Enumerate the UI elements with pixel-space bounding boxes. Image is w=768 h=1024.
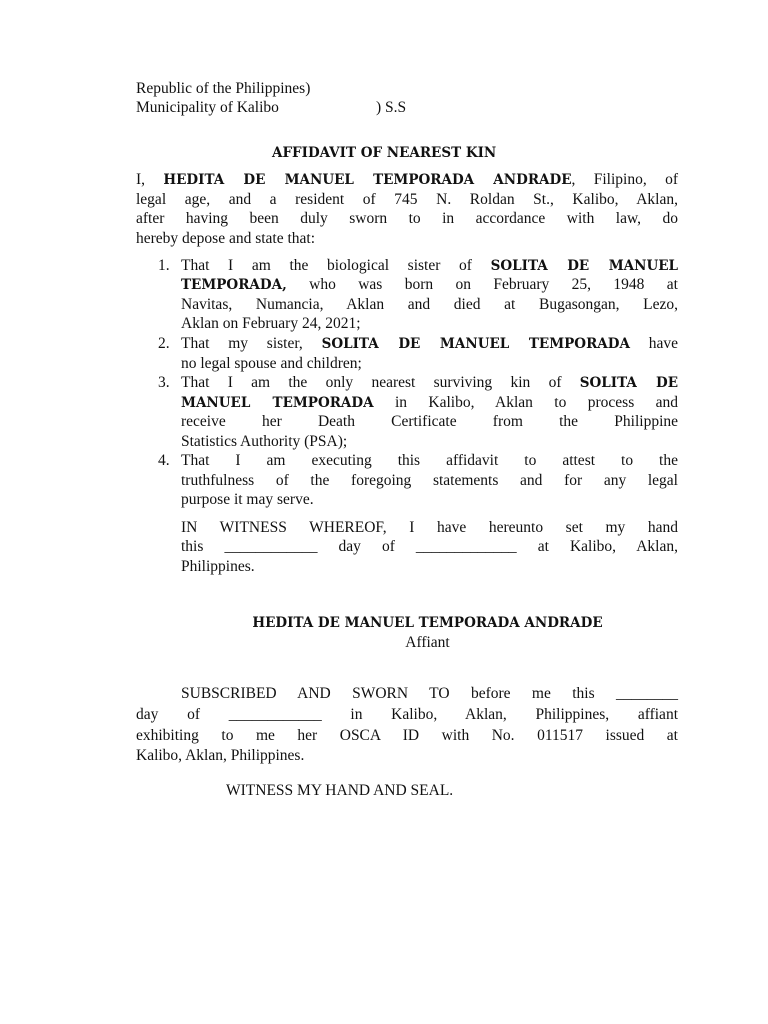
intro-line-2: legal age, and a resident of 745 N. Roldan St., Kalibo, Aklan, (136, 191, 678, 208)
item-4-line-3: purpose it may serve. (181, 491, 314, 508)
jurat-line-2: day of ____________ in Kalibo, Aklan, Philippines, affiant (136, 706, 678, 723)
affiant-name-inline: HEDITA DE MANUEL TEMPORADA ANDRADE (163, 172, 572, 188)
venue-ss: ) S.S (376, 99, 407, 116)
item-4-line-2: truthfulness of the foregoing statements and for any legal (181, 472, 678, 489)
item-1-line-2 (181, 276, 678, 294)
signature-name: HEDITA DE MANUEL TEMPORADA ANDRADE (252, 615, 603, 631)
item-3-text: That I am the only nearest surviving kin of (181, 374, 562, 391)
closing-statement: WITNESS MY HAND AND SEAL. (226, 782, 454, 799)
item-3-bold-surname: MANUEL TEMPORADA (181, 395, 374, 411)
item-3-line-4: Statistics Authority (PSA); (181, 433, 348, 450)
item-1-bold-surname: TEMPORADA, (181, 277, 287, 293)
signature-role: Affiant (405, 634, 450, 651)
venue-municipality: Municipality of Kalibo (136, 99, 279, 116)
item-2-bold-name: SOLITA DE MANUEL TEMPORADA (321, 336, 630, 352)
item-4-line-1: That I am executing this affidavit to attest to the (181, 452, 678, 469)
witness-line-3: Philippines. (181, 558, 255, 575)
item-2-line-1 (181, 335, 678, 353)
item-1-number: 1. (158, 257, 170, 274)
item-3-line-2 (181, 394, 678, 412)
jurat-line-1: SUBSCRIBED AND SWORN TO before me this ________ (181, 685, 678, 702)
intro-prefix: I, (136, 171, 164, 188)
item-3-number: 3. (158, 374, 170, 391)
jurat-line-3: exhibiting to me her OSCA ID with No. 011517 issued at (136, 727, 678, 744)
witness-line-1: IN WITNESS WHEREOF, I have hereunto set my hand (181, 519, 678, 536)
item-3-line-1 (181, 374, 678, 392)
intro-line-1 (136, 171, 678, 189)
item-2-text: That my sister, (181, 335, 303, 352)
item-1-line-4: Aklan on February 24, 2021; (181, 315, 361, 332)
item-1-line-3: Navitas, Numancia, Aklan and died at Bugasongan, Lezo, (181, 296, 678, 313)
intro-suffix: , Filipino, of (571, 171, 678, 188)
document-title: AFFIDAVIT OF NEAREST KIN (272, 145, 497, 161)
item-3-bold-name: SOLITA DE (579, 375, 678, 391)
venue-republic: Republic of the Philippines) (136, 80, 311, 97)
jurat-line-4: Kalibo, Aklan, Philippines. (136, 747, 305, 764)
item-1-text: That I am the biological sister of (181, 257, 472, 274)
intro-line-4: hereby depose and state that: (136, 230, 316, 247)
item-2-end: have (648, 335, 679, 352)
item-1-birth: who was born on February 25, 1948 at (309, 276, 678, 293)
item-2-number: 2. (158, 335, 170, 352)
item-1-line-1 (181, 257, 678, 275)
intro-line-3: after having been duly sworn to in accordance with law, do (136, 210, 678, 227)
item-1-bold-name: SOLITA DE MANUEL (490, 258, 679, 274)
witness-line-2: this ____________ day of _____________ at Kalibo, Aklan, (181, 538, 678, 555)
item-4-number: 4. (158, 452, 170, 469)
item-2-line-2: no legal spouse and children; (181, 355, 362, 372)
item-3-process: in Kalibo, Aklan to process and (394, 394, 678, 411)
item-3-line-3: receive her Death Certificate from the Philippine (181, 413, 678, 430)
